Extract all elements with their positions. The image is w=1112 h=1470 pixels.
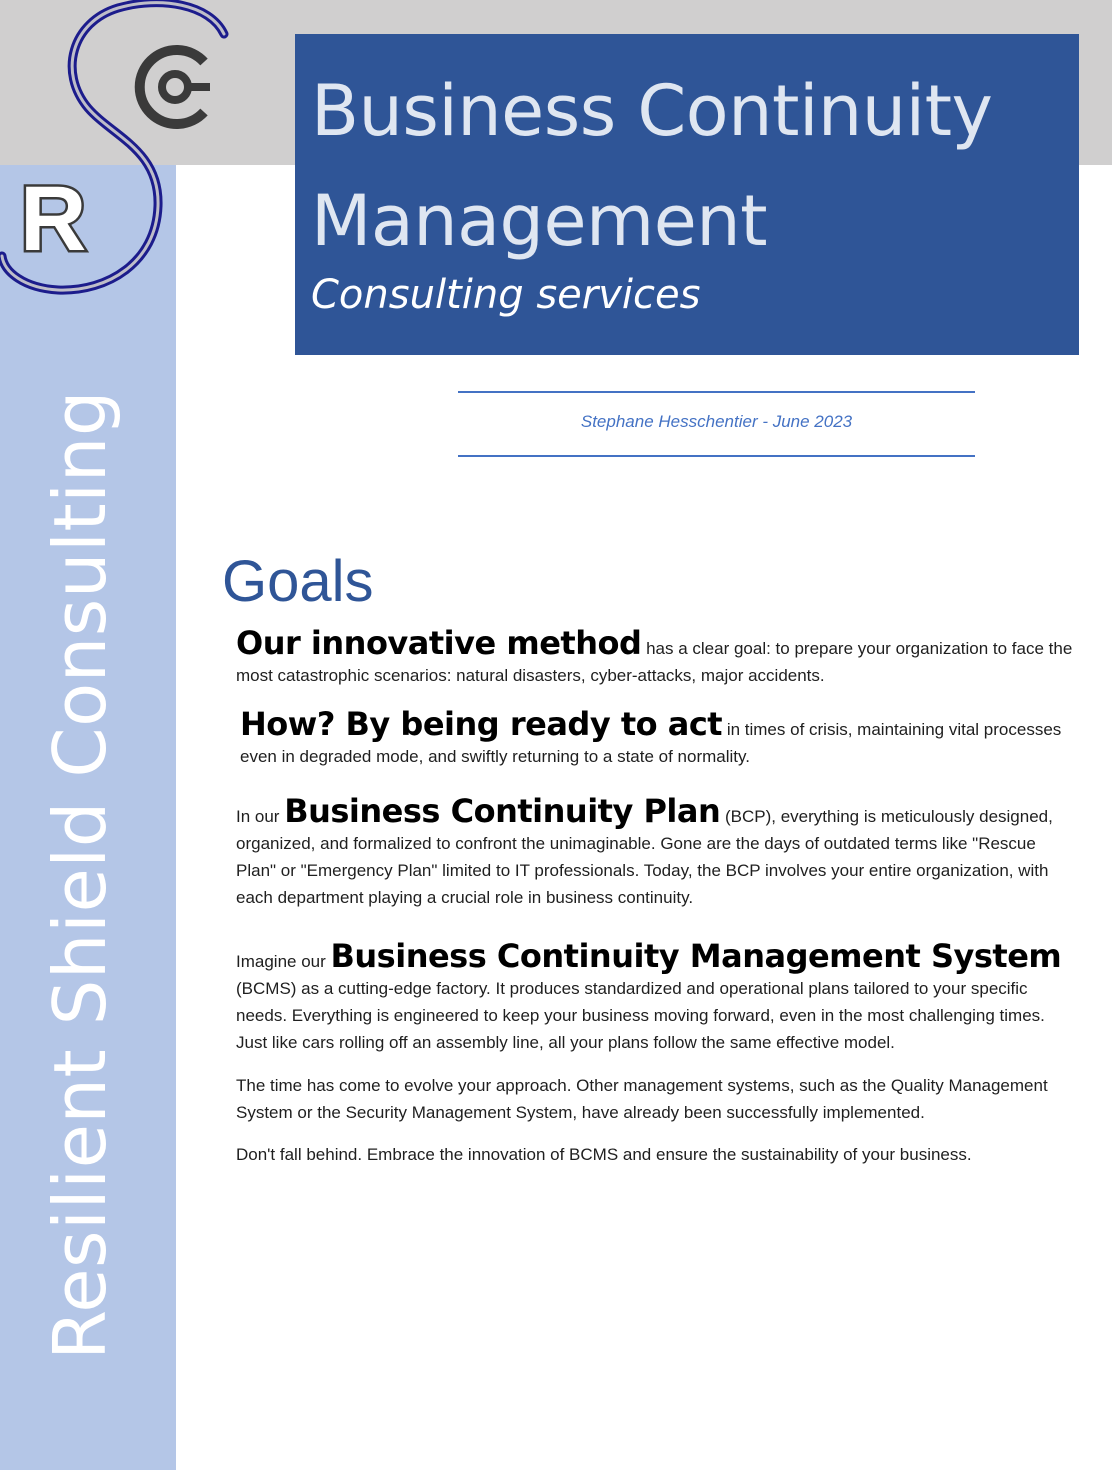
title-box xyxy=(295,34,1079,355)
byline-rule-top xyxy=(458,391,975,393)
byline-rule-bottom xyxy=(458,455,975,457)
lead-innovative-method: Our innovative method xyxy=(236,624,642,662)
company-name: Resilient Shield Consulting xyxy=(38,389,123,1361)
paragraph-evolve: The time has come to evolve your approach. Other management systems, such as the Quality Management System or the Security Management System, have already been successfully implemented. xyxy=(236,1076,1048,1122)
sidebar-vertical-text xyxy=(30,389,130,1361)
title-line-2: Management xyxy=(311,180,768,262)
lead-bcms: Business Continuity Management System xyxy=(330,937,1062,975)
paragraph-bcp: In our Business Continuity Plan (BCP), everything is meticulously designed, organized, and formalized to confront the unimaginable. Gone are the days of outdated terms like "Rescue Plan" or "Emergency Plan" limited to IT professionals. Today, the BCP involves your entire organization, with each department playing a crucial role in business continuity. xyxy=(236,792,1053,907)
paragraph-innovative-method: Our innovative method has a clear goal: to prepare your organization to face the most catastrophic scenarios: natural disasters, cyber-attacks, major accidents. xyxy=(236,624,1073,685)
lead-bcp: Business Continuity Plan xyxy=(284,792,721,830)
paragraph-ready-to-act: How? By being ready to act in times of crisis, maintaining vital processes even in degraded mode, and swiftly returning to a state of normality. xyxy=(240,705,1062,766)
logo-letter-r: R xyxy=(20,168,87,270)
lead-ready-to-act: How? By being ready to act xyxy=(240,705,723,743)
paragraph-bcms: Imagine our Business Continuity Management System (BCMS) as a cutting-edge factory. It produces standardized and operational plans tailored to your specific needs. Everything is engineered to keep your business moving forward, even in the most challenging times. Just like cars rolling off an assembly line, all your plans follow the same effective model. xyxy=(236,937,1062,1052)
rsc-logo xyxy=(0,0,240,300)
goals-content xyxy=(236,624,1076,1168)
logo-c-inner xyxy=(162,74,188,100)
title-line-1: Business Continuity xyxy=(311,70,993,152)
byline: Stephane Hesschentier - June 2023 xyxy=(580,412,853,431)
subtitle: Consulting services xyxy=(311,272,701,318)
goals-heading: Goals xyxy=(222,549,374,614)
paragraph-dont-fall-behind: Don't fall behind. Embrace the innovation of BCMS and ensure the sustainability of your business. xyxy=(236,1145,972,1164)
